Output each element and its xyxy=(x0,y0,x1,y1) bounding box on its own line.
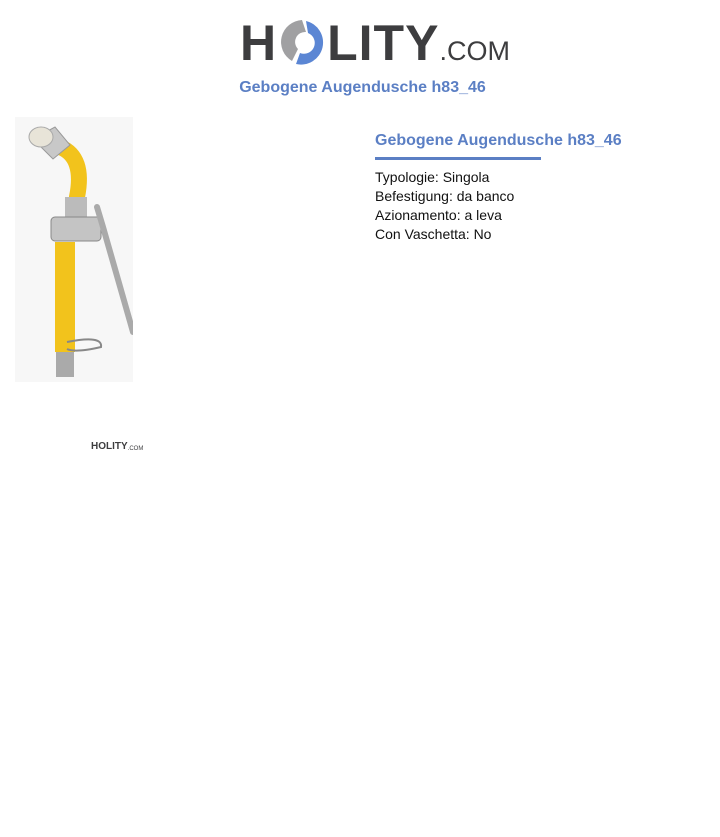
product-title: Gebogene Augendusche h83_46 xyxy=(375,132,622,149)
watermark-logo xyxy=(91,441,143,452)
page-title: Gebogene Augendusche h83_46 xyxy=(239,79,486,96)
logo-lity: LITY xyxy=(327,15,440,71)
spec-befestigung: Befestigung: da banco xyxy=(375,188,515,204)
logo-o-icon xyxy=(278,17,326,67)
product-image[interactable] xyxy=(15,117,133,382)
spec-list xyxy=(375,168,514,244)
logo-com: .COM xyxy=(439,36,510,66)
holity-logo[interactable] xyxy=(240,12,510,71)
watermark-main: HOLITY xyxy=(91,441,128,452)
spec-typologie: Typologie: Singola xyxy=(375,169,490,185)
title-underline xyxy=(375,157,541,160)
spec-vaschetta: Con Vaschetta: No xyxy=(375,226,492,242)
watermark-suffix: .COM xyxy=(127,446,144,452)
spec-azionamento: Azionamento: a leva xyxy=(375,207,502,223)
logo-h: H xyxy=(240,15,278,71)
